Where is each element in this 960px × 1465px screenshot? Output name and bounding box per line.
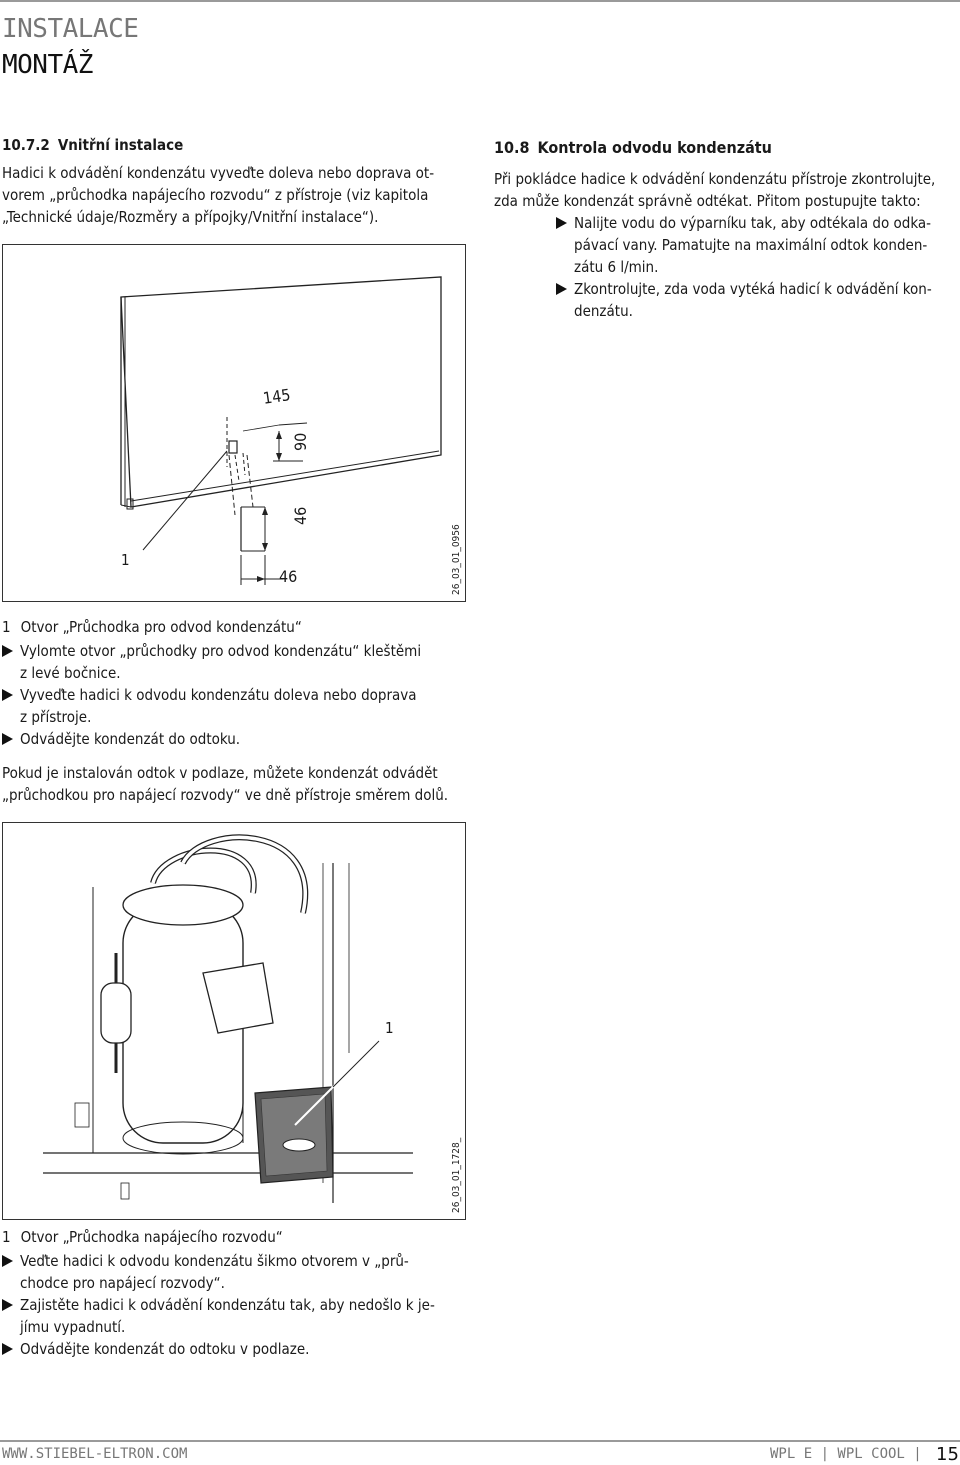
footer-product: WPL E | WPL COOL | [770,1446,922,1462]
list-item: Veďte hadici k odvodu kondenzátu šikmo otvorem v „prů- chodce pro napájecí rozvody“. [2,1250,472,1294]
figure-condensate-outlet [2,244,466,602]
dimension-145: 145 [261,385,292,408]
bullet-arrow-icon [2,1299,13,1311]
intro-paragraph: Hadici k odvádění kondenzátu vyveďte doleva nebo doprava ot- vorem „průchodka napájecího rozvodu“ z přístroje (viz kapitola „Technické údaje/Rozměry a přípojky/Vnitřní instalace“). [2,164,435,226]
heading-10-7-2 [2,136,183,154]
list-item: Zajistěte hadici k odvádění kondenzátu tak, aby nedošlo k je- jímu vypadnutí. [2,1294,472,1338]
bullet-arrow-icon [2,1255,13,1267]
dimension-46-horizontal: 46 [279,567,298,586]
right-intro: Při pokládce hadice k odvádění kondenzátu přístroje zkontrolujte, zda může kondenzát správně odtékat. Přitom postupujte takto: [494,170,936,210]
list-item: Nalijte vodu do výparníku tak, aby odtékala do odka- pávací vany. Pamatujte na maximální odtok konden- zátu 6 l/min. [556,212,960,278]
bullet-arrow-icon [2,1343,13,1355]
heading-title: Vnitřní instalace [57,136,184,154]
figure-2-drawing [3,823,465,1219]
legend-2 [2,1226,472,1248]
list-item: Odvádějte kondenzát do odtoku v podlaze. [2,1338,472,1360]
bullet-arrow-icon [2,689,13,701]
section-header: INSTALACE [2,14,139,44]
list-item: Zkontrolujte, zda voda vytéká hadicí k odvádění kon- denzátu. [556,278,960,322]
bullet-arrow-icon [2,733,13,745]
dimension-46-vertical: 46 [291,506,310,525]
legend-text: Otvor „Průchodka napájecího rozvodu“ [20,1228,283,1246]
steps-list-1 [2,640,472,750]
list-item: Vylomte otvor „průchodky pro odvod kondenzátu“ kleštěmi z levé bočnice. [2,640,472,684]
legend-text: Otvor „Průchodka pro odvod kondenzátu“ [20,618,302,636]
callout-1: 1 [385,1019,394,1037]
legend-number: 1 [2,1228,11,1246]
figure-power-supply-inlet [2,822,466,1220]
subsection-header: MONTÁŽ [2,50,93,80]
legend-1 [2,616,472,638]
steps-list-2 [2,1250,472,1360]
page-number: 15 [936,1444,959,1465]
note-paragraph: Pokud je instalován odtok v podlaze, můžete kondenzát odvádět „průchodkou pro napájecí rozvody“ ve dně přístroje směrem dolů. [2,764,449,804]
top-rule [0,0,960,2]
heading-10-8 [494,138,772,157]
heading-title: Kontrola odvodu kondenzátu [537,138,772,157]
bullet-arrow-icon [2,645,13,657]
figure-id: 26_03_01_0956 [451,524,462,595]
figure-id: 26_03_01_1728_ [451,1137,462,1213]
bullet-arrow-icon [556,217,567,229]
figure-1-drawing [3,245,465,601]
callout-1: 1 [121,551,130,569]
right-steps [556,212,960,322]
list-item: Vyveďte hadici k odvodu kondenzátu doleva nebo doprava z přístroje. [2,684,472,728]
footer-rule [0,1440,960,1442]
bullet-arrow-icon [556,283,567,295]
heading-number: 10.8 [494,138,530,157]
legend-number: 1 [2,618,11,636]
dimension-90: 90 [291,432,310,451]
heading-number: 10.7.2 [2,136,50,154]
footer-url[interactable]: WWW.STIEBEL-ELTRON.COM [2,1446,188,1462]
list-item: Odvádějte kondenzát do odtoku. [2,728,472,750]
